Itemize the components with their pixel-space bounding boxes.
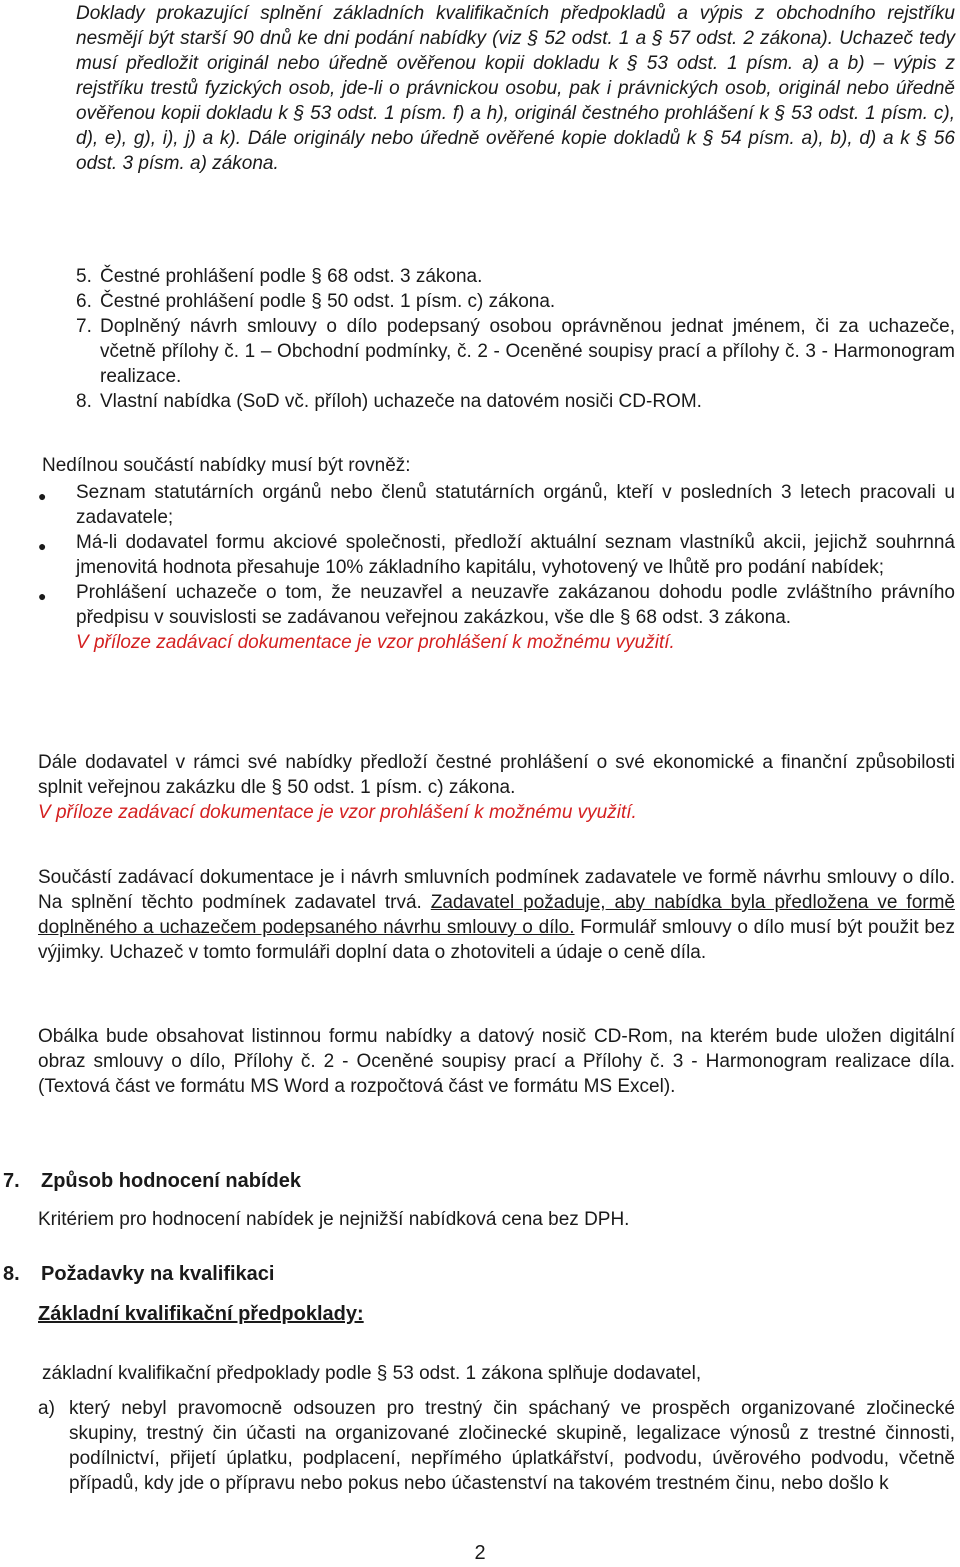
bullet-text: Má-li dodavatel formu akciové společnosti, předloží aktuální seznam vlastníků akcii, jejichž souhrnná jmenovitá hodnota přesahuje 10% základního kapitálu, vyhotovený ve lhůtě pro podání nabídek; [76,532,955,578]
bullet-text: Prohlášení uchazeče o tom, že neuzavřel a neuzavře zakázanou dohodu podle zvláštního právního předpisu v souvislosti se zadávanou veřejnou zakázkou, vše dle § 68 odst. 3 zákona. [76,582,955,628]
bullet-icon: ● [38,538,47,554]
list-item-number: 5. [76,266,92,287]
bullet-item [38,480,955,530]
italic-requirements-paragraph: Doklady prokazující splnění základních kvalifikačních předpokladů a výpis z obchodního rejstříku nesmějí být starší 90 dnů ke dni podání nabídky (viz § 52 odst. 1 a § 57 odst. 2 zákona). Uchazeč tedy musí předložit originál nebo úředně ověřenou kopii dokladu k § 53 odst. 1 písm. a) a b) – výpis z rejstříku trestů fyzických osob, jde-li o právnickou osobu, pak i právnických osob, originál nebo úředně ověřenou kopii dokladu k § 53 odst. 1 písm. f) a h), originál čestného prohlášení k § 53 odst. 1 písm. c), d), e), g), i), j) a k). Dále originály nebo úředně ověřené kopie dokladů k § 54 písm. a), b), d) a k § 56 odst. 3 písm. a) zákona. [76,3,955,174]
section-title: Způsob hodnocení nabídek [41,1170,301,1192]
list-item [76,314,955,389]
list-item-text: Vlastní nabídka (SoD vč. příloh) uchazeče na datovém nosiči CD-ROM. [100,391,702,412]
bullet-item [38,580,955,630]
item-text: který nebyl pravomocně odsouzen pro trestný čin spáchaný ve prospěch organizované zločinecké skupiny, trestný čin účasti na organizované zločinecké skupině, legalizace výnosů z trestné činnosti, podílnictví, přijetí úplatku, podplacení, nepřímého úplatkářství, podvodu, úvěrového podvodu, včetně případů, kdy jde o přípravu nebo pokus nebo účastenství na takovém trestném činu, nebo došlo k [69,1398,955,1494]
list-item-number: 7. [76,316,92,337]
list-item [76,289,955,314]
section-number: 7. [3,1170,20,1192]
list-item-text: Doplněný návrh smlouvy o dílo podepsaný osobou oprávněnou jednat jménem, či za uchazeče, včetně přílohy č. 1 – Obchodní podmínky, č. 2 - Oceněné soupisy prací a přílohy č. 3 - Harmonogram realizace. [100,316,955,387]
bullet-item [38,530,955,580]
section-title: Požadavky na kvalifikaci [41,1263,275,1285]
subsection-title: Základní kvalifikační předpoklady: [38,1303,364,1325]
list-item-number: 8. [76,391,92,412]
bullet-text: Seznam statutárních orgánů nebo členů statutárních orgánů, kteří v posledních 3 letech pracovali u zadavatele; [76,482,955,528]
bullets-note: V příloze zadávací dokumentace je vzor prohlášení k možnému využití. [76,632,675,653]
bullets-intro: Nedílnou součástí nabídky musí být rovněž: [42,455,411,476]
financial-paragraph [38,750,955,825]
bullet-icon: ● [38,488,47,504]
bullet-list [38,480,955,655]
list-item-text: Čestné prohlášení podle § 68 odst. 3 zákona. [100,266,483,287]
section-7-heading [0,1168,301,1195]
financial-text: Dále dodavatel v rámci své nabídky předloží čestné prohlášení o své ekonomické a finanční způsobilosti splnit veřejnou zakázku dle § 50 odst. 1 písm. c) zákona. [38,752,955,798]
list-item [76,264,955,289]
qualification-item-a [38,1396,955,1496]
financial-note: V příloze zadávací dokumentace je vzor prohlášení k možnému využití. [38,802,637,823]
contract-text-underlined: Zadavatel požaduje, aby nabídka byla předložena ve formě doplněného a uchazečem podepsaného návrhu smlouvy o dílo. [38,892,955,938]
qualification-intro: základní kvalifikační předpoklady podle § 53 odst. 1 zákona splňuje dodavatel, [42,1363,702,1384]
envelope-paragraph: Obálka bude obsahovat listinnou formu nabídky a datový nosič CD-Rom, na kterém bude uložen digitální obraz smlouvy o dílo, Přílohy č. 2 - Oceněné soupisy prací a Přílohy č. 3 - Harmonogram realizace díla. (Textová část ve formátu MS Word a rozpočtová část ve formátu MS Excel). [38,1026,955,1097]
contract-paragraph [38,865,955,965]
list-item [76,389,955,414]
contract-text-part1: Součástí zadávací dokumentace je i návrh smluvních podmínek zadavatele ve formě návrhu smlouvy o dílo. Na splnění těchto podmínek zadavatel trvá. [38,867,955,913]
contract-text-part2: Formulář smlouvy o dílo musí být použit bez výjimky. Uchazeč v tomto formuláři doplní data o zhotoviteli a údaje o ceně díla. [38,917,955,963]
bullet-icon: ● [38,588,47,604]
page-number: 2 [474,1542,486,1564]
section-8-heading [0,1261,274,1288]
numbered-list [76,264,955,414]
list-item-text: Čestné prohlášení podle § 50 odst. 1 písm. c) zákona. [100,291,556,312]
list-item-number: 6. [76,291,92,312]
section-number: 8. [3,1263,20,1285]
item-label: a) [38,1398,55,1419]
section-7-text: Kritériem pro hodnocení nabídek je nejnižší nabídková cena bez DPH. [38,1209,630,1230]
